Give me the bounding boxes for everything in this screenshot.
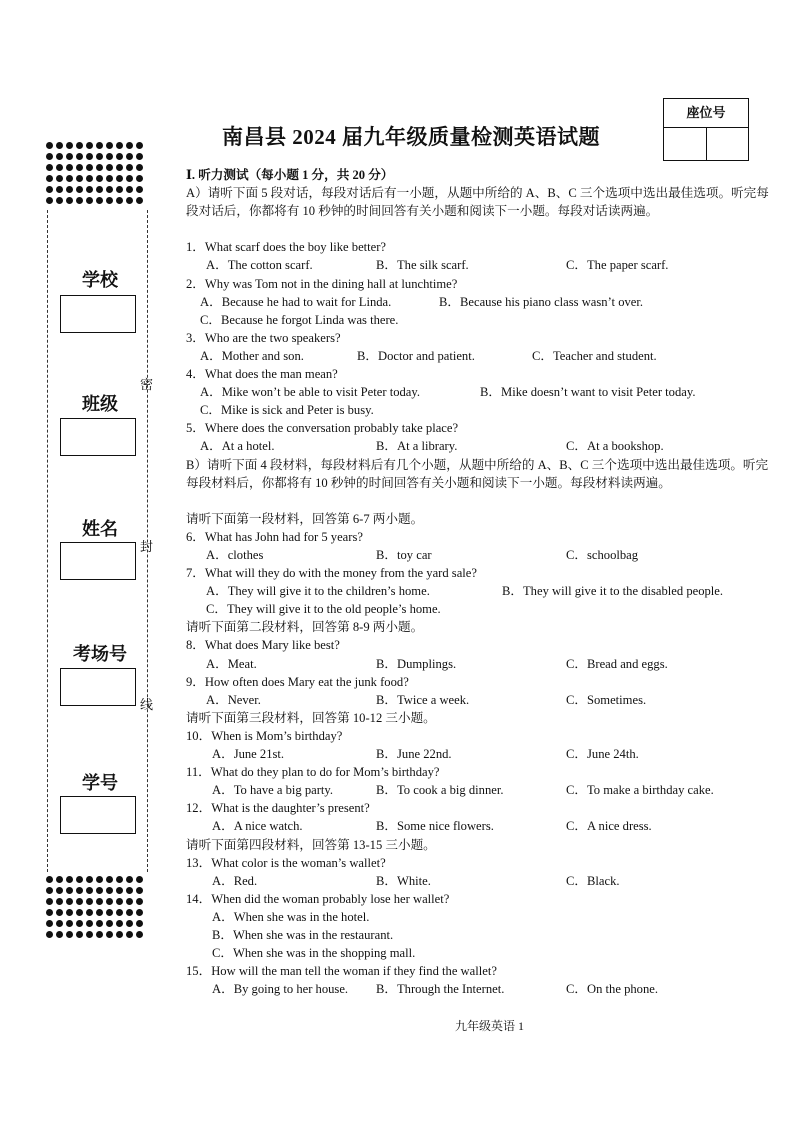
decorative-dot <box>136 186 143 193</box>
decorative-dot <box>46 186 53 193</box>
decorative-dot <box>136 164 143 171</box>
class-field[interactable] <box>60 418 136 456</box>
question-5-options <box>186 437 772 455</box>
decorative-dot <box>56 153 63 160</box>
decorative-dot <box>116 142 123 149</box>
question-3-options <box>186 347 772 365</box>
option-c[interactable]: C．They will give it to the old people’s home. <box>206 602 441 617</box>
option-b[interactable]: B．To cook a big dinner. <box>376 783 504 798</box>
decorative-dot <box>126 164 133 171</box>
option-a[interactable]: A．Mike won’t be able to visit Peter today. <box>200 385 421 400</box>
decorative-dot <box>86 186 93 193</box>
option-c[interactable]: C．Bread and eggs. <box>566 656 668 671</box>
decorative-dot <box>116 898 123 905</box>
decorative-dot <box>66 164 73 171</box>
decorative-dot <box>116 931 123 938</box>
decorative-dot <box>76 186 83 193</box>
option-a[interactable]: A．Because he had to wait for Linda. <box>200 294 392 309</box>
decorative-dot <box>46 920 53 927</box>
decorative-dot <box>96 186 103 193</box>
decorative-dot <box>86 142 93 149</box>
question-14-option-a <box>186 908 772 926</box>
decorative-dot <box>56 887 63 894</box>
decorative-dot <box>126 898 133 905</box>
decorative-dot <box>126 887 133 894</box>
decorative-dot <box>116 876 123 883</box>
decorative-dot <box>46 887 53 894</box>
decorative-dot <box>126 876 133 883</box>
decorative-dot <box>136 197 143 204</box>
question-6: 6．What has John had for 5 years? <box>186 529 363 544</box>
question-8: 8．What does Mary like best? <box>186 638 340 653</box>
decorative-dot <box>106 197 113 204</box>
question-14: 14．When did the woman probably lose her wallet? <box>186 891 450 906</box>
decorative-dot <box>96 164 103 171</box>
option-a[interactable]: A．June 21st. <box>212 747 285 762</box>
group-note-2: 请听下面第二段材料，回答第 8-9 两小题。 <box>186 620 424 635</box>
decorative-dot <box>116 887 123 894</box>
decorative-dot <box>106 920 113 927</box>
decorative-dot <box>76 197 83 204</box>
option-b[interactable]: B．At a library. <box>376 439 458 454</box>
question-9-options <box>186 691 772 709</box>
decorative-dot <box>56 898 63 905</box>
decorative-dot <box>126 142 133 149</box>
decorative-dot <box>56 186 63 193</box>
question-2-options <box>186 293 772 311</box>
page-title: 南昌县 2024 届九年级质量检测英语试题 <box>222 125 600 149</box>
option-a[interactable]: A．clothes <box>206 548 264 562</box>
decorative-dot <box>116 153 123 160</box>
part-b-intro: B）请听下面 4 段材料，每段材料后有几个小题，从题中所给的 A、B、C 三个选项中选出最佳选项。听完每段材料后，你都将有 10 秒钟的时间回答有关小题和阅读下一小题。每段材料读两遍。 <box>186 457 769 490</box>
option-a[interactable]: A．A nice watch. <box>212 819 303 834</box>
exam-room-field[interactable] <box>60 668 136 706</box>
decorative-dot <box>66 909 73 916</box>
question-7-options <box>186 582 772 600</box>
decorative-dot <box>76 175 83 182</box>
decorative-dot <box>86 876 93 883</box>
question-3: 3．Who are the two speakers? <box>186 330 341 345</box>
option-b[interactable]: B．Some nice flowers. <box>376 819 494 834</box>
question-11-options <box>186 781 772 799</box>
decorative-dot <box>76 153 83 160</box>
question-9: 9．How often does Mary eat the junk food? <box>186 674 409 689</box>
option-c[interactable]: C．schoolbag <box>566 548 639 562</box>
decorative-dot <box>66 876 73 883</box>
decorative-dot <box>136 909 143 916</box>
question-4: 4．What does the man mean? <box>186 367 338 382</box>
decorative-dot <box>106 909 113 916</box>
decorative-dot <box>86 920 93 927</box>
question-11: 11．What do they plan to do for Mom’s birthday? <box>186 765 440 780</box>
decorative-dot <box>66 898 73 905</box>
decorative-dots-bottom <box>46 876 146 942</box>
section-heading: Ⅰ. 听力测试（每小题 1 分，共 20 分） <box>186 168 394 182</box>
option-a[interactable]: A．Mother and son. <box>200 348 304 363</box>
option-b[interactable]: B．Doctor and patient. <box>357 348 475 363</box>
question-2: 2．Why was Tom not in the dining hall at lunchtime? <box>186 276 458 291</box>
question-6-options <box>186 546 772 564</box>
decorative-dot <box>106 876 113 883</box>
decorative-dot <box>96 909 103 916</box>
part-a-intro: A）请听下面 5 段对话，每段对话后有一小题，从题中所给的 A、B、C 三个选项中选出最佳选项。听完每段对话后，你都将有 10 秒钟的时间回答有关小题和阅读下一小题。每段对话读两遍。 <box>186 186 769 219</box>
decorative-dot <box>96 898 103 905</box>
decorative-dot <box>76 887 83 894</box>
group-note-3: 请听下面第三段材料，回答第 10-12 三小题。 <box>186 710 436 725</box>
question-4-options <box>186 383 772 401</box>
question-15: 15．How will the man tell the woman if they find the wallet? <box>186 964 497 979</box>
decorative-dot <box>106 887 113 894</box>
decorative-dot <box>46 164 53 171</box>
decorative-dot <box>56 909 63 916</box>
binding-line-left <box>47 210 48 872</box>
decorative-dot <box>126 153 133 160</box>
option-c[interactable]: C．Mike is sick and Peter is busy. <box>200 403 374 418</box>
question-1: 1．What scarf does the boy like better? <box>186 240 387 255</box>
decorative-dot <box>116 920 123 927</box>
decorative-dot <box>66 175 73 182</box>
decorative-dot <box>66 142 73 149</box>
decorative-dot <box>86 931 93 938</box>
page-footer: 九年级英语 1 <box>455 1019 525 1033</box>
seal-char-mi: 密 <box>140 377 154 392</box>
decorative-dot <box>136 142 143 149</box>
school-field[interactable] <box>60 295 136 333</box>
decorative-dot <box>66 186 73 193</box>
decorative-dot <box>106 898 113 905</box>
decorative-dot <box>136 153 143 160</box>
option-a[interactable]: A．They will give it to the children’s home. <box>206 584 430 599</box>
decorative-dot <box>96 931 103 938</box>
decorative-dot <box>116 909 123 916</box>
decorative-dot <box>46 175 53 182</box>
option-b[interactable]: B．They will give it to the disabled people. <box>502 584 724 599</box>
decorative-dot <box>96 153 103 160</box>
student-id-field[interactable] <box>60 796 136 834</box>
seal-char-feng: 封 <box>140 539 154 554</box>
decorative-dot <box>126 197 133 204</box>
seat-cell-2[interactable] <box>707 128 749 161</box>
decorative-dot <box>126 175 133 182</box>
option-b[interactable]: B．Because his piano class wasn’t over. <box>439 294 644 309</box>
option-c[interactable]: C．Black. <box>566 873 620 888</box>
decorative-dot <box>86 887 93 894</box>
decorative-dot <box>76 909 83 916</box>
option-c[interactable]: C．June 24th. <box>566 747 639 762</box>
decorative-dot <box>56 164 63 171</box>
name-field[interactable] <box>60 542 136 580</box>
option-b[interactable]: B．When she was in the restaurant. <box>212 927 394 942</box>
decorative-dot <box>76 931 83 938</box>
school-label: 学校 <box>82 270 118 291</box>
decorative-dot <box>86 164 93 171</box>
decorative-dot <box>136 876 143 883</box>
question-13-options <box>186 872 772 890</box>
student-id-label: 学号 <box>82 773 118 794</box>
decorative-dot <box>96 142 103 149</box>
seal-char-xian: 线 <box>140 697 154 712</box>
option-b[interactable]: B．Dumplings. <box>376 656 457 671</box>
seat-number-box <box>663 98 749 161</box>
question-4-options-2 <box>186 401 772 419</box>
decorative-dot <box>106 931 113 938</box>
question-8-options <box>186 655 772 673</box>
option-c[interactable]: C．On the phone. <box>566 982 658 997</box>
option-a[interactable]: A．Meat. <box>206 656 257 671</box>
name-label: 姓名 <box>82 519 118 540</box>
decorative-dot <box>96 920 103 927</box>
decorative-dot <box>126 909 133 916</box>
decorative-dot <box>116 164 123 171</box>
decorative-dot <box>46 931 53 938</box>
decorative-dot <box>136 175 143 182</box>
decorative-dot <box>46 898 53 905</box>
seat-number-label: 座位号 <box>664 99 748 128</box>
decorative-dot <box>66 153 73 160</box>
decorative-dot <box>56 931 63 938</box>
decorative-dot <box>86 909 93 916</box>
class-label: 班级 <box>82 394 118 415</box>
decorative-dot <box>96 876 103 883</box>
option-a[interactable]: A．When she was in the hotel. <box>212 909 370 924</box>
option-c[interactable]: C．At a bookshop. <box>566 439 664 454</box>
decorative-dot <box>136 898 143 905</box>
option-a[interactable]: A．By going to her house. <box>212 982 349 997</box>
option-b[interactable]: B．The silk scarf. <box>376 258 469 273</box>
decorative-dot <box>66 887 73 894</box>
decorative-dot <box>106 164 113 171</box>
decorative-dot <box>136 920 143 927</box>
question-14-option-b <box>186 926 772 944</box>
decorative-dot <box>136 887 143 894</box>
option-a[interactable]: A．Never. <box>206 692 261 707</box>
option-c[interactable]: C．When she was in the shopping mall. <box>212 946 416 961</box>
option-a[interactable]: A．At a hotel. <box>200 439 275 454</box>
decorative-dot <box>106 142 113 149</box>
question-12: 12．What is the daughter’s present? <box>186 801 370 816</box>
option-a[interactable]: A．The cotton scarf. <box>206 258 313 273</box>
decorative-dot <box>96 175 103 182</box>
decorative-dot <box>136 931 143 938</box>
decorative-dot <box>56 175 63 182</box>
option-b[interactable]: B．Twice a week. <box>376 692 470 707</box>
decorative-dot <box>86 175 93 182</box>
decorative-dot <box>66 920 73 927</box>
question-1-options <box>186 256 772 274</box>
option-c[interactable]: C．Because he forgot Linda was there. <box>200 312 399 327</box>
question-14-option-c <box>186 944 772 962</box>
decorative-dot <box>116 197 123 204</box>
option-c[interactable]: C．The paper scarf. <box>566 258 669 273</box>
decorative-dot <box>116 186 123 193</box>
question-12-options <box>186 817 772 835</box>
option-c[interactable]: C．To make a birthday cake. <box>566 783 714 798</box>
decorative-dot <box>56 142 63 149</box>
decorative-dot <box>76 876 83 883</box>
option-a[interactable]: A．Red. <box>212 873 258 888</box>
decorative-dot <box>86 898 93 905</box>
decorative-dot <box>126 186 133 193</box>
decorative-dot <box>96 197 103 204</box>
question-7: 7．What will they do with the money from the yard sale? <box>186 566 477 581</box>
decorative-dot <box>56 197 63 204</box>
decorative-dot <box>96 887 103 894</box>
group-note-4: 请听下面第四段材料，回答第 13-15 三小题。 <box>186 837 436 852</box>
decorative-dot <box>66 197 73 204</box>
decorative-dot <box>86 197 93 204</box>
question-5: 5．Where does the conversation probably take place? <box>186 421 459 436</box>
decorative-dot <box>46 876 53 883</box>
option-a[interactable]: A．To have a big party. <box>212 783 334 798</box>
decorative-dot <box>56 876 63 883</box>
question-7-options-2 <box>186 600 772 618</box>
decorative-dot <box>46 909 53 916</box>
exam-room-label: 考场号 <box>73 644 127 665</box>
option-b[interactable]: B．Through the Internet. <box>376 982 505 997</box>
seat-cell-1[interactable] <box>664 128 707 161</box>
question-13: 13．What color is the woman’s wallet? <box>186 855 386 870</box>
decorative-dot <box>56 920 63 927</box>
decorative-dot <box>76 920 83 927</box>
question-10-options <box>186 745 772 763</box>
decorative-dot <box>116 175 123 182</box>
decorative-dots-top <box>46 142 146 208</box>
decorative-dot <box>66 931 73 938</box>
option-b[interactable]: B．toy car <box>376 548 432 562</box>
decorative-dot <box>106 186 113 193</box>
group-note-1: 请听下面第一段材料，回答第 6-7 两小题。 <box>186 511 424 526</box>
decorative-dot <box>106 175 113 182</box>
decorative-dot <box>86 153 93 160</box>
decorative-dot <box>106 153 113 160</box>
option-b[interactable]: B．Mike doesn’t want to visit Peter today. <box>480 385 696 400</box>
decorative-dot <box>76 898 83 905</box>
option-c[interactable]: C．A nice dress. <box>566 819 652 834</box>
decorative-dot <box>46 197 53 204</box>
listening-section <box>186 166 772 998</box>
decorative-dot <box>76 142 83 149</box>
decorative-dot <box>126 931 133 938</box>
option-b[interactable]: B．White. <box>376 873 431 888</box>
option-b[interactable]: B．June 22nd. <box>376 747 452 762</box>
decorative-dot <box>126 920 133 927</box>
decorative-dot <box>46 142 53 149</box>
option-c[interactable]: C．Teacher and student. <box>532 348 657 363</box>
option-c[interactable]: C．Sometimes. <box>566 692 647 707</box>
decorative-dot <box>76 164 83 171</box>
question-15-options <box>186 980 772 998</box>
question-2-options-2 <box>186 311 772 329</box>
decorative-dot <box>46 153 53 160</box>
question-10: 10．When is Mom’s birthday? <box>186 728 343 743</box>
